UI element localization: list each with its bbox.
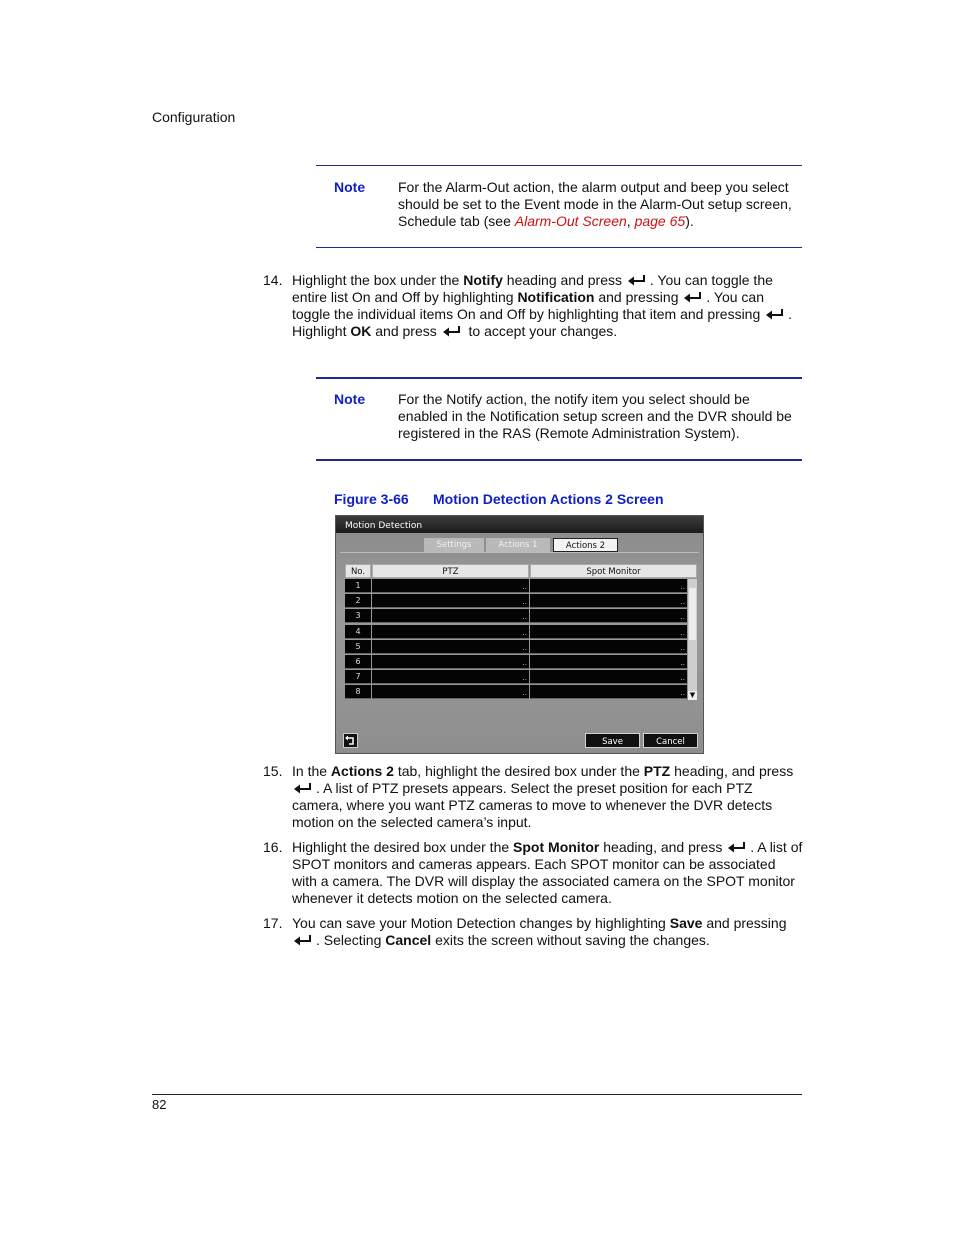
row-number-cell: 5 xyxy=(345,640,371,654)
save-button[interactable]: Save xyxy=(585,733,640,748)
ellipsis-indicator: .. xyxy=(522,583,527,591)
ptz-cell[interactable] xyxy=(372,609,529,623)
ellipsis-indicator: .. xyxy=(680,583,685,591)
spot-monitor-cell[interactable] xyxy=(530,685,687,699)
ptz-cell[interactable] xyxy=(372,594,529,608)
row-number-cell: 3 xyxy=(345,609,371,623)
enter-key-icon xyxy=(765,308,787,321)
ellipsis-indicator: .. xyxy=(522,659,527,667)
spot-monitor-cell[interactable] xyxy=(530,625,687,639)
ellipsis-indicator: .. xyxy=(522,613,527,622)
tab-actions-2[interactable]: Actions 2 xyxy=(553,538,618,552)
row-number-cell: 1 xyxy=(345,579,371,593)
ellipsis-indicator: .. xyxy=(680,598,685,607)
enter-key-icon xyxy=(727,841,749,854)
dvr-tab-underline xyxy=(340,552,699,553)
ellipsis-indicator: .. xyxy=(680,613,685,622)
ellipsis-indicator: .. xyxy=(680,643,685,652)
column-header-spot-monitor[interactable]: Spot Monitor .. xyxy=(530,564,697,578)
ptz-cell[interactable] xyxy=(372,655,529,669)
figure-title: Motion Detection Actions 2 Screen xyxy=(433,491,664,507)
scrollbar-thumb[interactable] xyxy=(689,588,696,640)
step-17: 17. You can save your Motion Detection changes by highlighting Save and pressing . Selecting Cancel exits the screen without saving the changes. xyxy=(263,915,787,948)
row-number-cell: 8 xyxy=(345,685,371,699)
row-number-cell: 2 xyxy=(345,594,371,608)
steps-list-15-17 xyxy=(263,763,803,949)
enter-key-icon xyxy=(627,274,649,287)
section-title: Configuration xyxy=(152,109,236,125)
tab-settings[interactable]: Settings xyxy=(424,538,484,552)
spot-monitor-cell[interactable] xyxy=(530,594,687,608)
note-body: For the Alarm-Out action, the alarm output and beep you select should be set to the Event mode in the Alarm-Out setup screen, Schedule tab (see Alarm-Out Screen, page 65). xyxy=(398,179,792,229)
note-label: Note xyxy=(334,391,366,407)
ellipsis-indicator: .. xyxy=(680,628,685,637)
step-16: 16. Highlight the desired box under the Spot Monitor heading, and press . A list of SPOT monitors and cameras appears. Each SPOT monitor can be associated with a camera. The DVR will display the associated camera on the SPOT monitor whenever it detects motion on the selected camera. xyxy=(263,839,803,906)
ellipsis-indicator: .. xyxy=(522,628,527,637)
figure-caption xyxy=(334,491,664,508)
figure-number: Figure 3-66 xyxy=(334,491,409,507)
enter-key-icon xyxy=(293,782,315,795)
footer-rule xyxy=(152,1094,802,1095)
page-number: 82 xyxy=(152,1097,167,1112)
ptz-cell[interactable] xyxy=(372,685,529,699)
note-alarm-out xyxy=(316,179,802,239)
note-label: Note xyxy=(334,179,366,195)
ellipsis-indicator: .. xyxy=(680,689,685,698)
ptz-cell[interactable] xyxy=(372,640,529,654)
spot-monitor-cell[interactable] xyxy=(530,579,687,593)
note-bottom-rule xyxy=(316,459,802,461)
dvr-motion-detection-screen xyxy=(335,515,704,754)
row-number-cell: 6 xyxy=(345,655,371,669)
note-top-rule xyxy=(316,165,802,166)
column-header-ptz[interactable]: PTZ .. xyxy=(372,564,529,578)
ellipsis-indicator: .. xyxy=(680,674,685,683)
ptz-cell[interactable] xyxy=(372,670,529,684)
spot-monitor-cell[interactable] xyxy=(530,655,687,669)
note-top-rule xyxy=(316,377,802,379)
ellipsis-indicator: .. xyxy=(522,643,527,652)
ptz-cell[interactable] xyxy=(372,579,529,593)
spot-monitor-cell[interactable] xyxy=(530,609,687,623)
enter-key-icon xyxy=(293,934,315,947)
steps-list-14 xyxy=(263,272,803,340)
step-15: 15. In the Actions 2 tab, highlight the desired box under the PTZ heading, and press . A list of PTZ presets appears. Select the preset position for each PTZ camera, where you want PTZ cameras to move to whenever the DVR detects motion on the selected camera’s input. xyxy=(263,763,794,830)
ellipsis-indicator: .. xyxy=(522,598,527,607)
row-number-cell: 4 xyxy=(345,625,371,639)
cancel-button[interactable]: Cancel xyxy=(643,733,698,748)
tab-actions-1[interactable]: Actions 1 xyxy=(486,538,550,552)
ptz-cell[interactable] xyxy=(372,625,529,639)
step-14: 14. Highlight the box under the Notify heading and press . You can toggle the entire list On and Off by highlighting Notification and pressing . You can toggle the individual items On and Off by highlighting that item and pressing . Highlight OK and press to accept your changes. xyxy=(263,272,793,339)
ellipsis-indicator: .. xyxy=(522,674,527,683)
scroll-down-button[interactable]: ▼ xyxy=(689,691,696,699)
note-notify xyxy=(316,391,802,451)
spot-monitor-cell[interactable] xyxy=(530,670,687,684)
column-header-no: No. xyxy=(345,564,371,578)
ellipsis-indicator: .. xyxy=(522,689,527,698)
xref-page-65[interactable]: page 65 xyxy=(634,213,686,229)
xref-alarm-out-screen[interactable]: Alarm-Out Screen xyxy=(514,213,627,229)
back-button[interactable] xyxy=(343,733,358,748)
note-body: For the Notify action, the notify item you select should be enabled in the Notification setup screen and the DVR should be registered in the RAS (Remote Administration System). xyxy=(398,391,792,441)
ellipsis-indicator: .. xyxy=(680,659,685,667)
note-bottom-rule xyxy=(316,247,802,248)
enter-key-icon xyxy=(683,291,705,304)
back-arrow-icon xyxy=(344,734,357,747)
spot-monitor-cell[interactable] xyxy=(530,640,687,654)
dvr-window-title: Motion Detection xyxy=(336,516,703,533)
row-number-cell: 7 xyxy=(345,670,371,684)
enter-key-icon xyxy=(442,325,464,338)
